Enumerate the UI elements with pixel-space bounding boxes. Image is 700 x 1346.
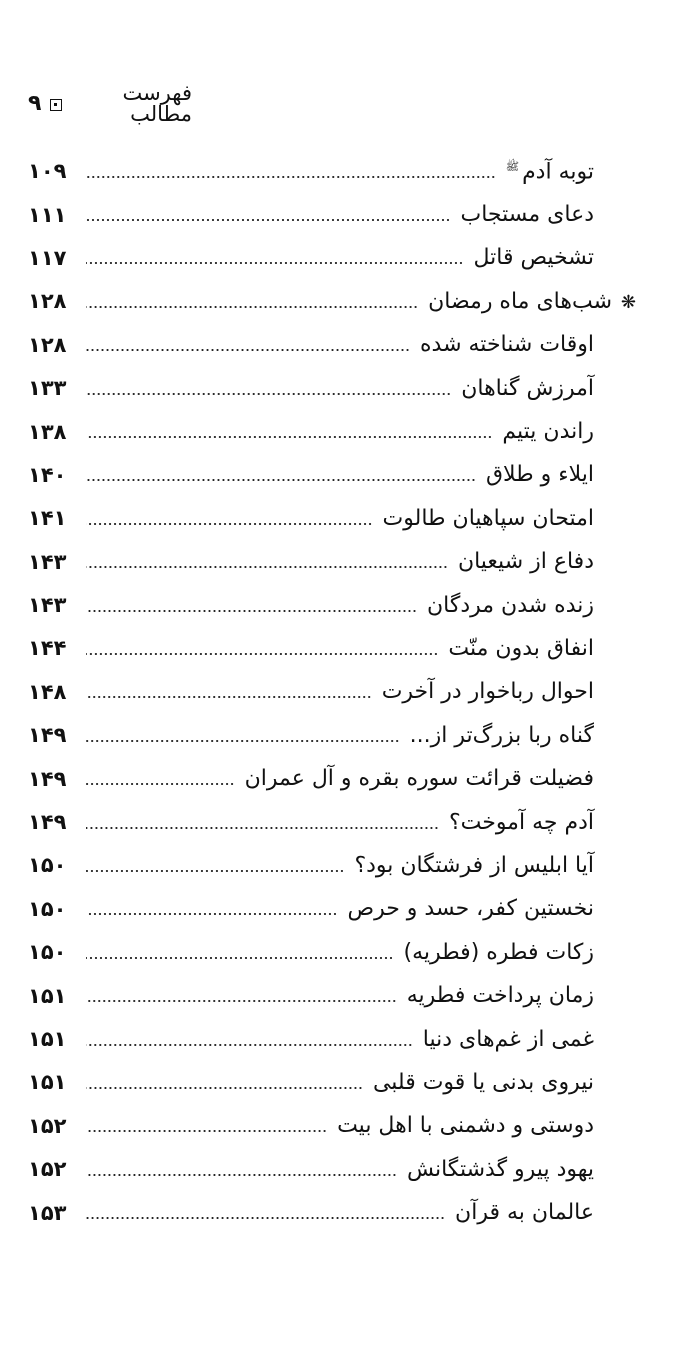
toc-entry-title-text: عالمان به قرآن [455, 1200, 594, 1226]
dotted-leader [86, 556, 448, 578]
toc-entry-title [245, 768, 594, 790]
toc-entry-title [409, 722, 594, 748]
toc-entry [28, 193, 636, 236]
dotted-leader [86, 773, 235, 795]
header-title: فهرست مطالب [122, 81, 192, 126]
toc-entry-title-text: تشخیص قاتل [473, 245, 594, 271]
toc-page-number: ۱۵۲ [28, 1157, 67, 1182]
dotted-leader [86, 990, 397, 1012]
toc-entry [28, 1148, 636, 1191]
dotted-leader [86, 513, 373, 535]
dotted-leader [86, 469, 476, 491]
toc-entry-title-text: دوستی و دشمنی با اهل بیت [337, 1113, 594, 1139]
toc-page-number: ۱۵۱ [28, 1027, 67, 1051]
toc-page-number: ۱۲۸ [28, 289, 67, 314]
toc-entry-title [382, 505, 594, 531]
toc-entry-title [403, 939, 594, 965]
dotted-leader [86, 166, 496, 188]
toc-entry [28, 888, 636, 931]
toc-entry [28, 801, 636, 844]
toc-entry-title-text: گناه ربا بزرگ‌تر از... [409, 722, 594, 748]
toc-entry-title-text: امتحان سپاهیان طالوت [382, 505, 594, 531]
toc-entry-title-text: دعای مستجاب [460, 202, 594, 228]
toc-entry-title-text: راندن یتیم [502, 419, 594, 445]
toc-entry-title [448, 635, 594, 661]
toc-entry-title [382, 681, 594, 703]
dotted-leader [86, 296, 418, 318]
toc-page-number: ۱۴۱ [28, 506, 67, 531]
toc-entry-title [461, 375, 594, 401]
toc-page-number: ۱۴۰ [28, 462, 67, 487]
toc-page-number: ۱۴۸ [28, 679, 67, 704]
toc-entry-title-text: نخستین کفر، حسد و حرص [347, 896, 594, 922]
toc-page-number: ۱۵۰ [28, 896, 67, 921]
toc-page-number: ۱۰۹ [28, 159, 67, 184]
toc-entry-title-text: آمرزش گناهان [461, 375, 594, 401]
toc-page-number: ۱۵۱ [28, 1070, 67, 1095]
dotted-leader [86, 339, 410, 361]
toc-entry [28, 367, 636, 410]
honorific-symbol: ﷺ [505, 159, 520, 173]
asterisk-bullet-icon: ❋ [620, 291, 636, 313]
toc-entry-title [354, 852, 594, 878]
toc-page-number: ۱۴۴ [28, 636, 67, 661]
toc-entry [28, 410, 636, 453]
dotted-leader [86, 730, 400, 752]
dotted-leader [86, 643, 438, 665]
toc-page-number: ۱۱۷ [28, 245, 67, 270]
toc-entry-title-text: آیا ابلیس از فرشتگان بود؟ [354, 852, 594, 878]
toc-page-number: ۱۵۲ [28, 1113, 67, 1138]
toc-page-number: ۱۴۳ [28, 549, 67, 574]
dotted-leader [86, 1077, 363, 1099]
toc-page-number: ۱۴۹ [28, 766, 67, 791]
toc-entry-title [473, 247, 594, 269]
toc-entry [28, 627, 636, 670]
dotted-leader [86, 817, 439, 839]
toc-entry [28, 150, 636, 193]
toc-entry-title-text: احوال رباخوار در آخرت [381, 679, 594, 705]
toc-entry [28, 1105, 636, 1148]
dotted-leader [86, 860, 344, 882]
square-bullet-icon [50, 99, 62, 111]
toc-entry-title [455, 1202, 594, 1224]
toc-entry-title-text: ایلاء و طلاق [485, 462, 594, 488]
toc-page-number: ۱۴۹ [28, 723, 67, 748]
toc-entry [28, 844, 636, 887]
toc-entry [28, 974, 636, 1017]
toc-main-entry [28, 280, 636, 323]
dotted-leader [86, 947, 393, 969]
toc-entry [28, 324, 636, 367]
toc-entry [28, 931, 636, 974]
toc-entry-title [427, 592, 594, 618]
toc-entry [28, 454, 636, 497]
toc-entry-title-text: زمان پرداخت فطریه [406, 983, 594, 1009]
toc-entry-title [502, 421, 594, 443]
toc-entry-title-text: دفاع از شیعیان [457, 549, 594, 575]
toc-entry-title-text: نیروی بدنی یا قوت قلبی [372, 1069, 594, 1095]
toc-page-number: ۱۳۳ [28, 376, 67, 401]
dotted-leader [86, 1120, 327, 1142]
running-header [28, 81, 192, 126]
dotted-leader [86, 903, 337, 925]
toc-entry-title [406, 1156, 594, 1182]
dotted-leader [86, 426, 492, 448]
dotted-leader [86, 686, 372, 708]
toc-entry [28, 757, 636, 800]
table-of-contents [28, 150, 636, 1235]
toc-entry [28, 497, 636, 540]
toc-page-number: ۱۱۱ [28, 202, 67, 227]
toc-entry [28, 671, 636, 714]
toc-entry [28, 584, 636, 627]
toc-entry [28, 1061, 636, 1104]
toc-entry-title [505, 158, 594, 184]
toc-entry [28, 1018, 636, 1061]
toc-entry-title-text: توبه آدم [522, 158, 594, 184]
toc-page-number: ۱۲۸ [28, 332, 67, 357]
toc-page-number: ۱۳۸ [28, 419, 67, 444]
toc-entry [28, 1191, 636, 1234]
dotted-leader [86, 1164, 397, 1186]
toc-page-number: ۱۴۹ [28, 810, 67, 835]
toc-entry-title [448, 809, 594, 835]
dotted-leader [86, 383, 451, 405]
toc-entry-title [347, 898, 594, 920]
dotted-leader [86, 1034, 413, 1056]
toc-entry-title [420, 334, 594, 356]
toc-entry-title [428, 288, 612, 314]
dotted-leader [86, 1207, 445, 1229]
toc-entry-title-text: زنده شدن مردگان [427, 592, 594, 618]
toc-entry-title [372, 1069, 594, 1095]
dotted-leader [86, 209, 450, 231]
dotted-leader [86, 600, 417, 622]
toc-entry [28, 237, 636, 280]
dotted-leader [86, 252, 463, 274]
toc-entry-title-text: غمی از غم‌های دنیا [422, 1026, 594, 1052]
toc-entry-title-text: اوقات شناخته شده [420, 332, 594, 358]
toc-entry-title [486, 464, 594, 486]
toc-entry-title [460, 204, 594, 226]
toc-entry-title [422, 1026, 594, 1052]
toc-entry-title-text: انفاق بدون منّت [448, 635, 594, 661]
toc-page-number: ۱۵۳ [28, 1200, 67, 1225]
toc-entry-title-text: یهود پیرو گذشتگانش [406, 1156, 594, 1182]
toc-page-number: ۱۵۱ [28, 983, 67, 1008]
toc-page-number: ۱۵۰ [28, 853, 67, 878]
toc-entry-title-text: شب‌های ماه رمضان [428, 288, 612, 314]
toc-entry-title-text: زکات فطره (فطریه) [403, 939, 594, 965]
toc-page-number: ۱۴۳ [28, 593, 67, 618]
toc-entry-title [337, 1115, 594, 1137]
toc-entry [28, 714, 636, 757]
toc-entry-title [407, 985, 594, 1007]
toc-page-number: ۱۵۰ [28, 940, 67, 965]
toc-entry-title [458, 551, 594, 573]
toc-entry-title-text: آدم چه آموخت؟ [448, 809, 594, 835]
header-page-number: ۹ [28, 91, 42, 116]
toc-entry [28, 541, 636, 584]
toc-entry-title-text: فضیلت قرائت سوره بقره و آل عمران [244, 766, 594, 792]
